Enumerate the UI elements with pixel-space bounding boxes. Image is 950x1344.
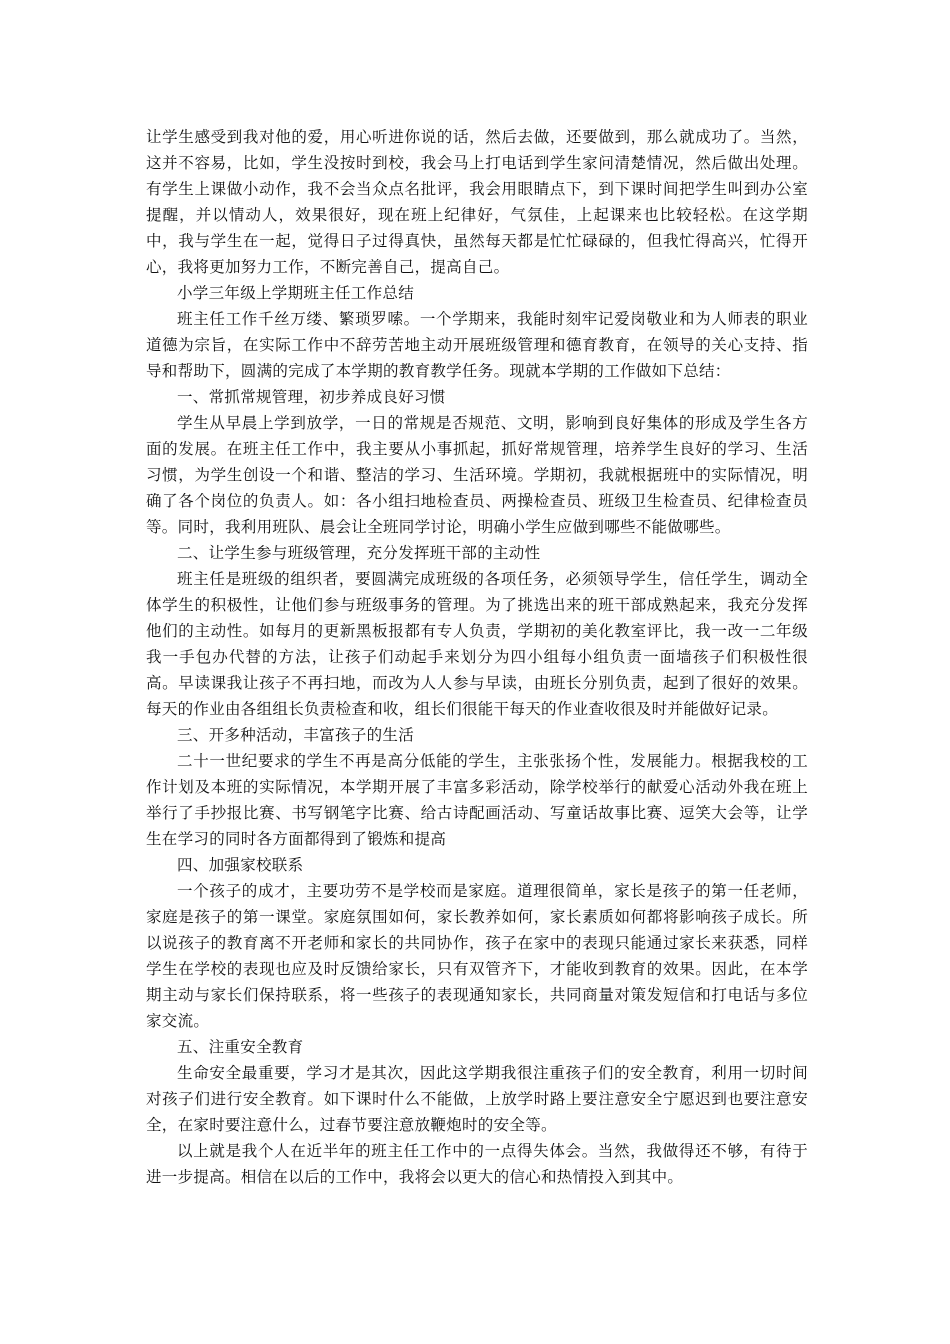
closing-paragraph: 以上就是我个人在近半年的班主任工作中的一点得失体会。当然，我做得还不够，有待于进一步提高。相信在以后的工作中，我将会以更大的信心和热情投入到其中。 bbox=[146, 1142, 808, 1186]
document-page bbox=[146, 124, 808, 1190]
opening-paragraph: 班主任工作千丝万缕、繁琐罗嗦。一个学期来，我能时刻牢记爱岗敬业和为人师表的职业道德为宗旨，在实际工作中不辞劳苦地主动开展班级管理和德育教育，在领导的关心支持、指导和帮助下，圆满的完成了本学期的教育教学任务。现就本学期的工作做如下总结： bbox=[146, 310, 808, 380]
section-3-body: 二十一世纪要求的学生不再是高分低能的学生，主张张扬个性，发展能力。根据我校的工作计划及本班的实际情况，本学期开展了丰富多彩活动，除学校举行的献爱心活动外我在班上举行了手抄报比赛、书写钢笔字比赛、给古诗配画活动、写童话故事比赛、逗笑大会等，让学生在学习的同时各方面都得到了锻炼和提高 bbox=[146, 752, 808, 848]
section-1-heading: 一、常抓常规管理，初步养成良好习惯 bbox=[177, 388, 446, 406]
section-5-heading: 五、注重安全教育 bbox=[177, 1038, 304, 1056]
document-title: 小学三年级上学期班主任工作总结 bbox=[177, 284, 415, 302]
section-2-body: 班主任是班级的组织者，要圆满完成班级的各项任务，必须领导学生，信任学生，调动全体学生的积极性，让他们参与班级事务的管理。为了挑选出来的班干部成熟起来，我充分发挥他们的主动性。如每月的更新黑板报都有专人负责，学期初的美化教室评比，我一改一二年级我一手包办代替的方法，让孩子们动起手来划分为四小组每小组负责一面墙孩子们积极性很高。早读课我让孩子不再扫地，而改为人人参与早读，由班长分别负责，起到了很好的效果。每天的作业由各组组长负责检查和收，组长们很能干每天的作业查收很及时并能做好记录。 bbox=[146, 570, 808, 718]
section-4-heading: 四、加强家校联系 bbox=[177, 856, 304, 874]
section-5-body: 生命安全最重要，学习才是其次，因此这学期我很注重孩子们的安全教育，利用一切时间对孩子们进行安全教育。如下课时什么不能做，上放学时路上要注意安全宁愿迟到也要注意安全，在家时要注意什么，过春节要注意放鞭炮时的安全等。 bbox=[146, 1064, 808, 1134]
section-1-body: 学生从早晨上学到放学，一日的常规是否规范、文明，影响到良好集体的形成及学生各方面的发展。在班主任工作中，我主要从小事抓起，抓好常规管理，培养学生良好的学习、生活习惯，为学生创设一个和谐、整洁的学习、生活环境。学期初，我就根据班中的实际情况，明确了各个岗位的负责人。如：各小组扫地检查员、两操检查员、班级卫生检查员、纪律检查员等。同时，我利用班队、晨会让全班同学讨论，明确小学生应做到哪些不能做哪些。 bbox=[146, 414, 808, 536]
section-2-heading: 二、让学生参与班级管理，充分发挥班干部的主动性 bbox=[177, 544, 541, 562]
section-4-body: 一个孩子的成才，主要功劳不是学校而是家庭。道理很简单，家长是孩子的第一任老师，家庭是孩子的第一课堂。家庭氛围如何，家长教养如何，家长素质如何都将影响孩子成长。所以说孩子的教育离不开老师和家长的共同协作，孩子在家中的表现只能通过家长来获悉，同样学生在学校的表现也应及时反馈给家长，只有双管齐下，才能收到教育的效果。因此，在本学期主动与家长们保持联系，将一些孩子的表现通知家长，共同商量对策发短信和打电话与多位家交流。 bbox=[146, 882, 808, 1030]
intro-paragraph: 让学生感受到我对他的爱，用心听进你说的话，然后去做，还要做到，那么就成功了。当然，这并不容易，比如，学生没按时到校，我会马上打电话到学生家问清楚情况，然后做出处理。有学生上课做小动作，我不会当众点名批评，我会用眼睛点下，到下课时间把学生叫到办公室提醒，并以情动人，效果很好，现在班上纪律好，气氛佳，上起课来也比较轻松。在这学期中，我与学生在一起，觉得日子过得真快，虽然每天都是忙忙碌碌的，但我忙得高兴，忙得开心，我将更加努力工作，不断完善自己，提高自己。 bbox=[146, 128, 808, 276]
section-3-heading: 三、开多种活动，丰富孩子的生活 bbox=[177, 726, 415, 744]
